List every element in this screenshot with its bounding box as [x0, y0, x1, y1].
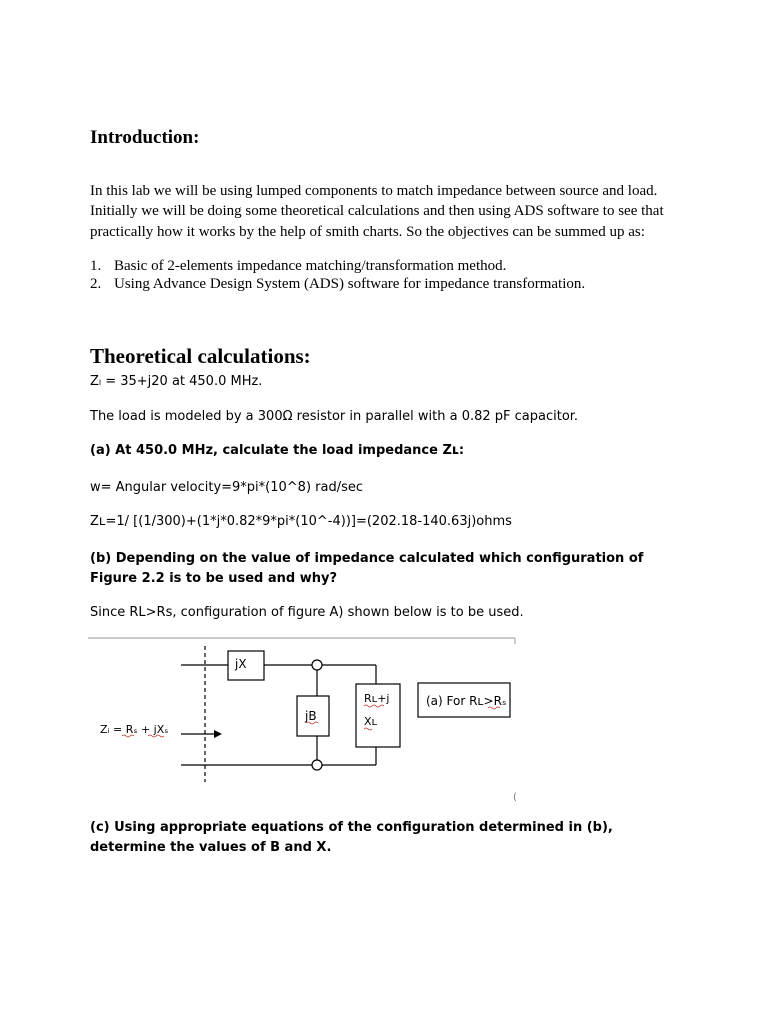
theoretical-calculations-heading: Theoretical calculations: — [90, 344, 311, 368]
load-label-line1: Rʟ+j — [364, 692, 390, 705]
introduction-heading: Introduction: — [90, 127, 200, 148]
list-item — [90, 257, 585, 275]
list-item — [90, 275, 585, 293]
load-impedance-calculation: Zʟ=1/ [(1/300)+(1*j*0.82*9*pi*(10^-4))]=(202.18-140.63j)ohms — [90, 514, 512, 529]
load-label-line2: Xʟ — [364, 715, 378, 728]
jb-label: jB — [305, 709, 317, 723]
zl-given-line: Zₗ = 35+j20 at 450.0 MHz. — [90, 374, 263, 389]
case-label: (a) For Rʟ>Rₛ — [426, 694, 507, 708]
question-a: (a) At 450.0 MHz, calculate the load impedance Zʟ: — [90, 443, 465, 458]
list-text: Using Advance Design System (ADS) software for impedance transformation. — [114, 276, 586, 292]
list-number: 1. — [90, 258, 102, 274]
top-node — [312, 660, 322, 670]
configuration-choice-line: Since RL>Rs, configuration of figure A) shown below is to be used. — [90, 605, 524, 620]
list-number: 2. — [90, 276, 102, 292]
matching-circuit-diagram — [88, 630, 528, 806]
load-model-line: The load is modeled by a 300Ω resistor in parallel with a 0.82 pF capacitor. — [90, 409, 579, 424]
input-impedance-label: Zᵢ = Rₛ + jXₛ — [100, 723, 169, 736]
stray-mark: ( — [513, 792, 517, 803]
question-b: (b) Depending on the value of impedance calculated which configuration of Figure 2.2 is to be used and why? — [90, 551, 644, 586]
objectives-list — [90, 257, 585, 293]
list-text: Basic of 2-elements impedance matching/transformation method. — [114, 258, 507, 274]
angular-velocity-line: w= Angular velocity=9*pi*(10^8) rad/sec — [90, 480, 364, 495]
question-c: (c) Using appropriate equations of the configuration determined in (b), determine the values of B and X. — [90, 820, 613, 855]
bottom-node — [312, 760, 322, 770]
jx-label: jX — [235, 657, 247, 671]
arrow-head — [214, 730, 222, 738]
introduction-paragraph: In this lab we will be using lumped components to match impedance between source and load. Initially we will be doing some theoretical calculations and then using ADS software to see that practically how it works by the help of smith charts. So the objectives can be summed up as: — [90, 183, 664, 240]
